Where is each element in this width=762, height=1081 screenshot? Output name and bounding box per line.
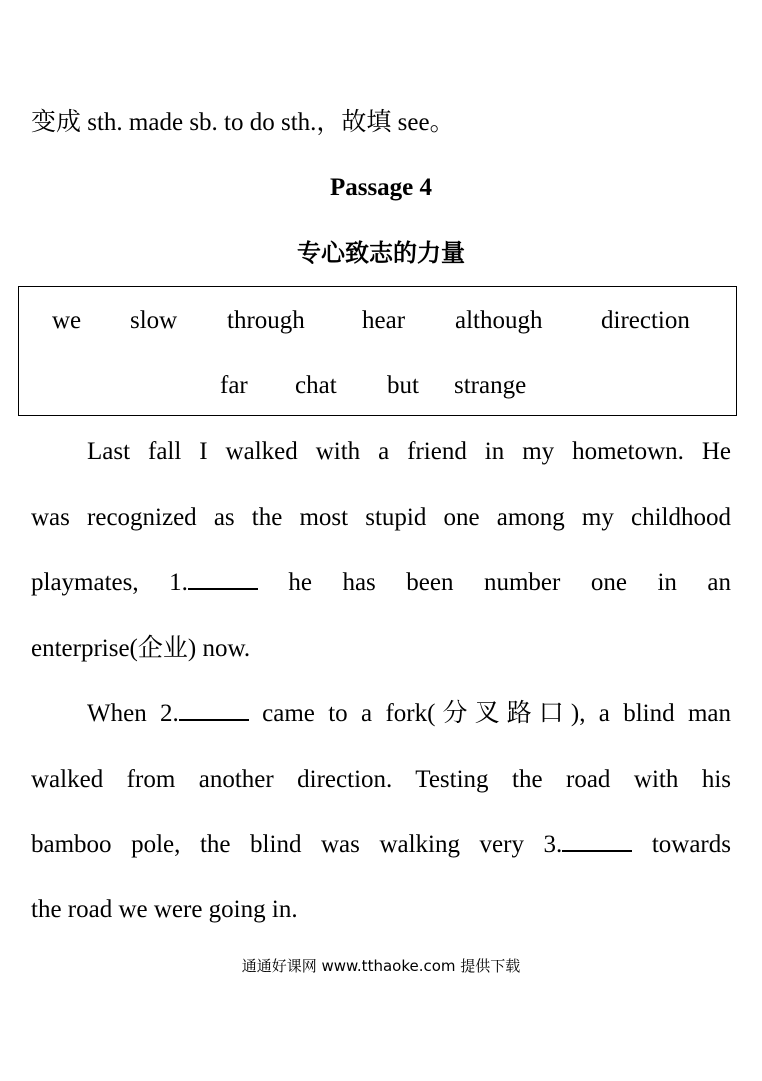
paragraph2-line3: bamboo pole, the blind was walking very 3. towards bbox=[31, 831, 731, 858]
word-bank-item: direction bbox=[601, 307, 690, 334]
word-bank-item: through bbox=[227, 307, 305, 334]
paragraph1-line4: enterprise(企业) now. bbox=[31, 635, 251, 662]
passage-subtitle: 专心致志的力量 bbox=[297, 239, 465, 267]
paragraph2-line2: walked from another direction. Testing the road with his bbox=[31, 766, 731, 793]
answer-blank-2[interactable] bbox=[179, 700, 249, 721]
word-bank-item: we bbox=[52, 307, 82, 334]
word-bank-item: far bbox=[220, 372, 248, 399]
paragraph1-line1: Last fall I walked with a friend in my hometown. He bbox=[87, 438, 731, 465]
word-bank-item: hear bbox=[362, 307, 406, 334]
word-bank-box bbox=[18, 286, 737, 416]
paragraph2-line1: When 2. came to a fork(分叉路口), a blind man bbox=[87, 700, 732, 727]
word-bank-item: slow bbox=[130, 307, 178, 334]
answer-blank-3[interactable] bbox=[562, 831, 632, 852]
passage-title: Passage 4 bbox=[329, 174, 433, 201]
paragraph2-line4: the road we were going in. bbox=[31, 896, 298, 923]
footer-source: 通通好课网 www.tthaoke.com 提供下载 bbox=[241, 957, 521, 975]
word-bank-item: although bbox=[455, 307, 543, 334]
paragraph1-line2: was recognized as the most stupid one among my childhood bbox=[31, 504, 731, 531]
intro-line: 变成 sth. made sb. to do sth.，故填 see。 bbox=[31, 109, 455, 136]
word-bank-item: chat bbox=[295, 372, 337, 399]
paragraph1-line3: playmates, 1. he has been number one in an bbox=[31, 569, 731, 596]
answer-blank-1[interactable] bbox=[188, 569, 258, 590]
word-bank-item: strange bbox=[454, 372, 527, 399]
word-bank-item: but bbox=[387, 372, 419, 399]
